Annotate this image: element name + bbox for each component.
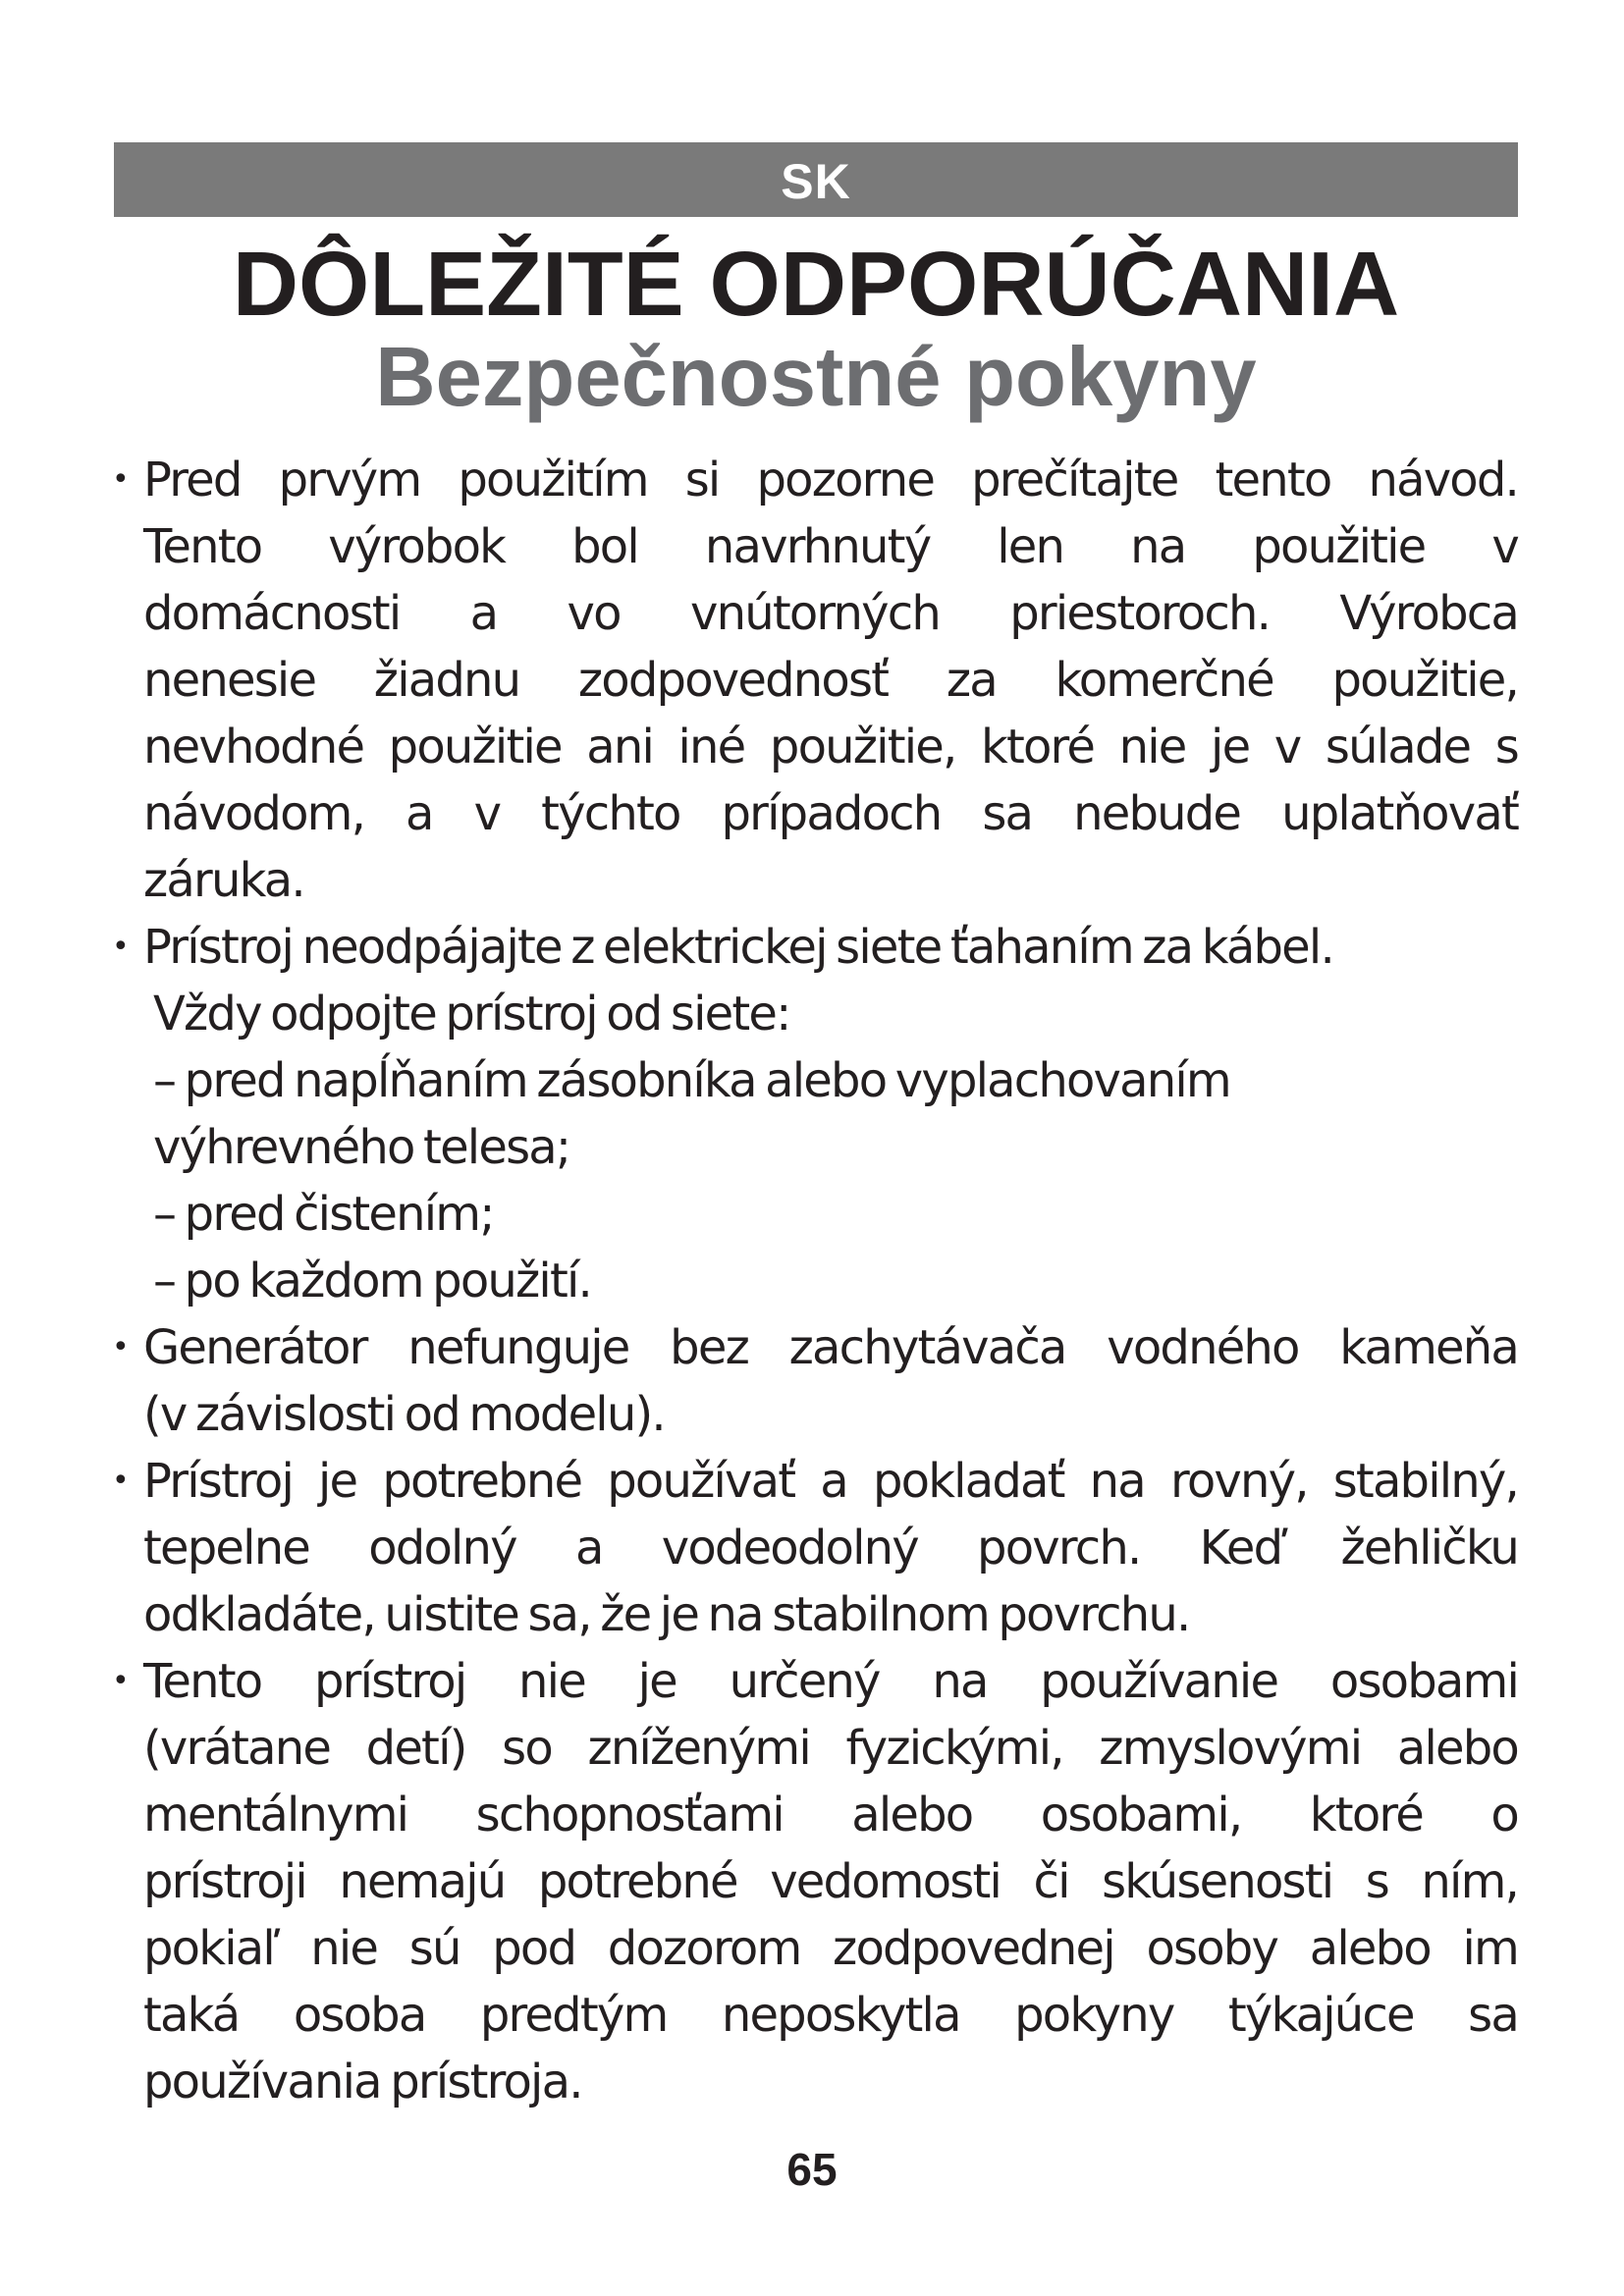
sub-list-item: – pred napĺňaním zásobníka alebo vyplachovaním bbox=[153, 1053, 1230, 1108]
language-code: SK bbox=[781, 154, 851, 209]
text-line: nenesie žiadnu zodpovednosť za komerčné použitie, bbox=[143, 653, 1518, 708]
text-line: (vrátane detí) so zníženými fyzickými, zmyslovými alebo bbox=[143, 1721, 1518, 1776]
text-line: Pred prvým použitím si pozorne prečítajte tento návod. bbox=[143, 453, 1518, 507]
text-line: pokiaľ nie sú pod dozorom zodpovednej osoby alebo im bbox=[143, 1921, 1518, 1976]
instruction-item-unplug bbox=[110, 914, 1518, 1314]
text-line: Generátor nefunguje bez zachytávača vodného kameňa bbox=[143, 1320, 1518, 1375]
bullet-icon: • bbox=[112, 462, 128, 497]
bullet-icon: • bbox=[112, 930, 128, 964]
instruction-item-scale-collector bbox=[110, 1314, 1518, 1448]
text-line: tepelne odolný a vodeodolný povrch. Keď žehličku bbox=[143, 1521, 1518, 1575]
text-line: používania prístroja. bbox=[143, 2055, 582, 2109]
text-line: Vždy odpojte prístroj od siete: bbox=[153, 987, 790, 1041]
page-title: DÔLEŽITÉ ODPORÚČANIA bbox=[232, 233, 1400, 335]
text-line: návodom, a v týchto prípadoch sa nebude uplatňovať bbox=[143, 786, 1518, 841]
text-line: záruka. bbox=[143, 853, 304, 908]
sub-list-item: – po každom použití. bbox=[153, 1254, 591, 1308]
instruction-item-reduced-capabilities bbox=[110, 1648, 1518, 2115]
page-number: 65 bbox=[786, 2144, 838, 2195]
text-line: Tento výrobok bol navrhnutý len na použitie v bbox=[143, 519, 1518, 574]
text-line: nevhodné použitie ani iné použitie, ktoré nie je v súlade s bbox=[143, 720, 1518, 774]
text-line: Prístroj neodpájajte z elektrickej siete ťahaním za kábel. bbox=[143, 920, 1333, 975]
language-bar bbox=[114, 142, 1518, 217]
text-line: odkladáte, uistite sa, že je na stabilnom povrchu. bbox=[143, 1587, 1190, 1642]
bullet-icon: • bbox=[112, 1330, 128, 1364]
text-line: taká osoba predtým neposkytla pokyny týkajúce sa bbox=[143, 1988, 1518, 2043]
text-line: Tento prístroj nie je určený na používanie osobami bbox=[143, 1654, 1518, 1709]
text-line: domácnosti a vo vnútorných priestoroch. Výrobca bbox=[143, 586, 1518, 641]
sub-list-item: – pred čistením; bbox=[153, 1187, 494, 1242]
text-line: mentálnymi schopnosťami alebo osobami, ktoré o bbox=[143, 1788, 1518, 1842]
text-line: (v závislosti od modelu). bbox=[143, 1387, 665, 1442]
safety-instructions bbox=[110, 447, 1518, 2115]
text-line: Prístroj je potrebné používať a pokladať na rovný, stabilný, bbox=[143, 1454, 1518, 1509]
instruction-item-stable-surface bbox=[110, 1448, 1518, 1648]
text-line: výhrevného telesa; bbox=[153, 1120, 570, 1175]
bullet-icon: • bbox=[112, 1464, 128, 1498]
bullet-icon: • bbox=[112, 1664, 128, 1698]
text-line: prístroji nemajú potrebné vedomosti či skúsenosti s ním, bbox=[143, 1854, 1518, 1909]
instruction-item-read-manual bbox=[110, 447, 1518, 914]
page-subtitle: Bezpečnostné pokyny bbox=[375, 331, 1257, 424]
